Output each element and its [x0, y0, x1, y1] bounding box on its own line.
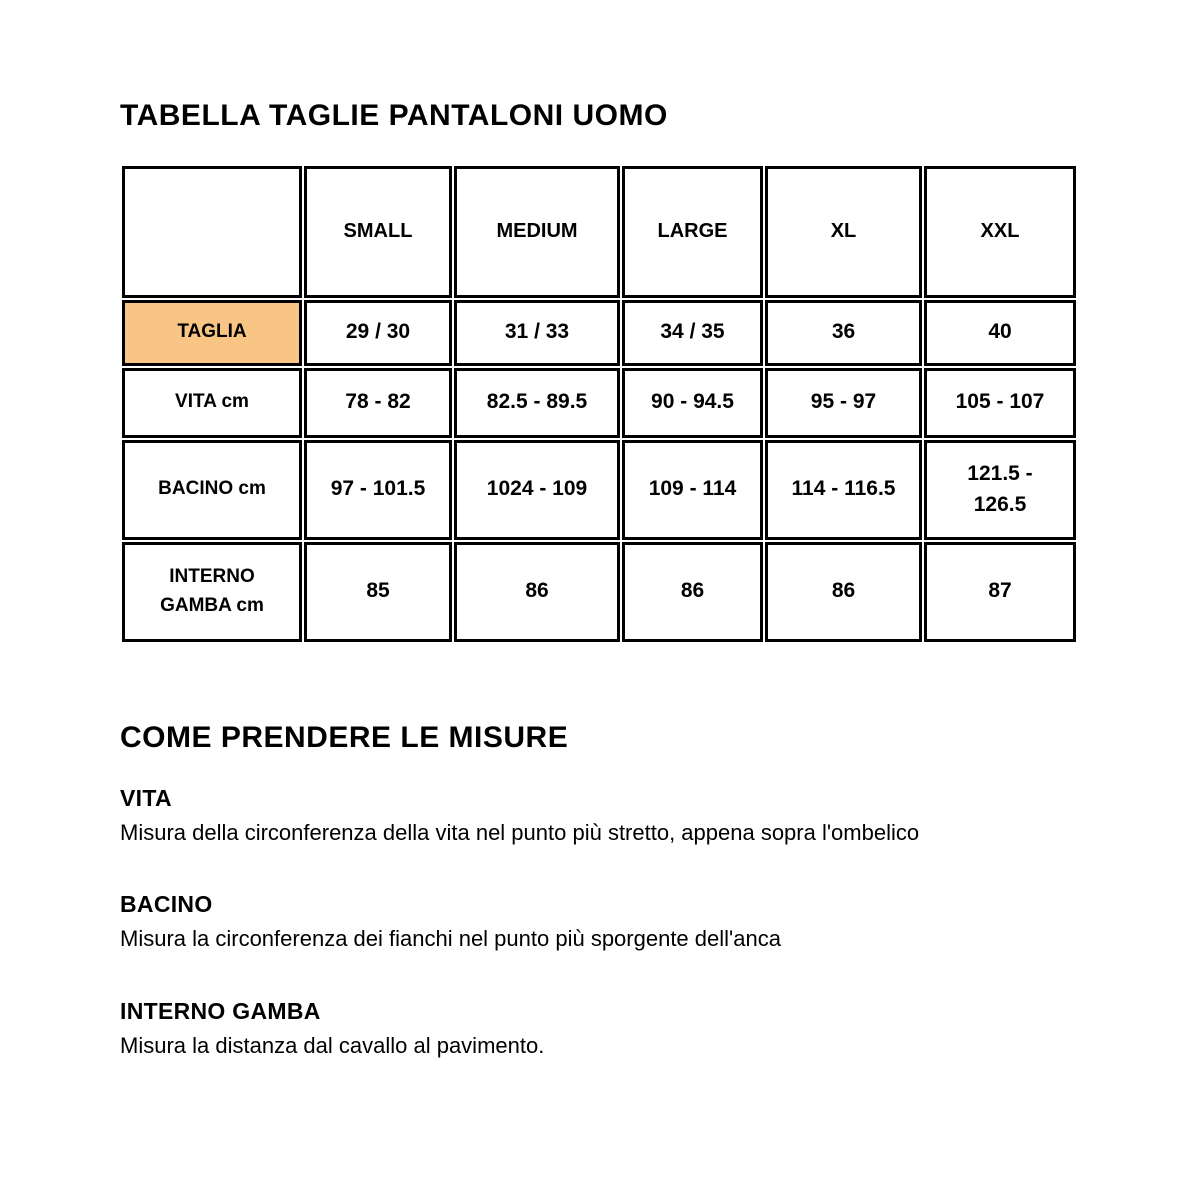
table-corner-cell — [122, 166, 302, 298]
column-header-xxl: XXL — [924, 166, 1076, 298]
row-label-vita: VITA cm — [122, 368, 302, 438]
measure-item-description-interno-gamba: Misura la distanza dal cavallo al pavimento. — [120, 1032, 545, 1058]
cell-interno-xl: 86 — [765, 542, 922, 642]
cell-bacino-xl: 114 - 116.5 — [765, 440, 922, 540]
measure-item-description-bacino: Misura la circonferenza dei fianchi nel punto più sporgente dell'anca — [120, 926, 781, 952]
cell-bacino-large: 109 - 114 — [622, 440, 763, 540]
cell-taglia-small: 29 / 30 — [304, 300, 452, 366]
column-header-small: SMALL — [304, 166, 452, 298]
measure-item-bacino — [120, 891, 1080, 954]
table-row-vita — [122, 368, 1076, 438]
measure-item-interno-gamba — [120, 998, 1080, 1061]
cell-interno-small: 85 — [304, 542, 452, 642]
cell-interno-xxl: 87 — [924, 542, 1076, 642]
measure-item-title-vita: VITA — [120, 784, 172, 811]
measure-item-description-vita: Misura della circonferenza della vita nel punto più stretto, appena sopra l'ombelico — [120, 819, 920, 845]
row-label-interno-gamba: INTERNO GAMBA cm — [122, 542, 302, 642]
table-row-bacino — [122, 440, 1076, 540]
measure-item-title-interno-gamba: INTERNO GAMBA — [120, 997, 321, 1024]
cell-bacino-small: 97 - 101.5 — [304, 440, 452, 540]
cell-bacino-xxl: 121.5 - 126.5 — [924, 440, 1076, 540]
row-label-bacino: BACINO cm — [122, 440, 302, 540]
table-row-taglia — [122, 300, 1076, 366]
cell-taglia-large: 34 / 35 — [622, 300, 763, 366]
cell-vita-xxl: 105 - 107 — [924, 368, 1076, 438]
cell-bacino-medium: 1024 - 109 — [454, 440, 620, 540]
cell-taglia-xl: 36 — [765, 300, 922, 366]
column-header-xl: XL — [765, 166, 922, 298]
cell-vita-medium: 82.5 - 89.5 — [454, 368, 620, 438]
table-header-row — [122, 166, 1076, 298]
page-title: TABELLA TAGLIE PANTALONI UOMO — [120, 99, 668, 132]
size-table — [120, 164, 1078, 644]
column-header-large: LARGE — [622, 166, 763, 298]
cell-vita-large: 90 - 94.5 — [622, 368, 763, 438]
measure-item-vita — [120, 785, 1080, 848]
cell-taglia-xxl: 40 — [924, 300, 1076, 366]
cell-interno-medium: 86 — [454, 542, 620, 642]
cell-taglia-medium: 31 / 33 — [454, 300, 620, 366]
cell-vita-small: 78 - 82 — [304, 368, 452, 438]
row-label-taglia: TAGLIA — [122, 300, 302, 366]
measure-item-title-bacino: BACINO — [120, 891, 213, 918]
measure-section-heading: COME PRENDERE LE MISURE — [120, 720, 569, 754]
table-row-interno-gamba — [122, 542, 1076, 642]
column-header-medium: MEDIUM — [454, 166, 620, 298]
cell-vita-xl: 95 - 97 — [765, 368, 922, 438]
table-corner-label: PANTALONI DA UOMO — [155, 205, 269, 258]
cell-interno-large: 86 — [622, 542, 763, 642]
